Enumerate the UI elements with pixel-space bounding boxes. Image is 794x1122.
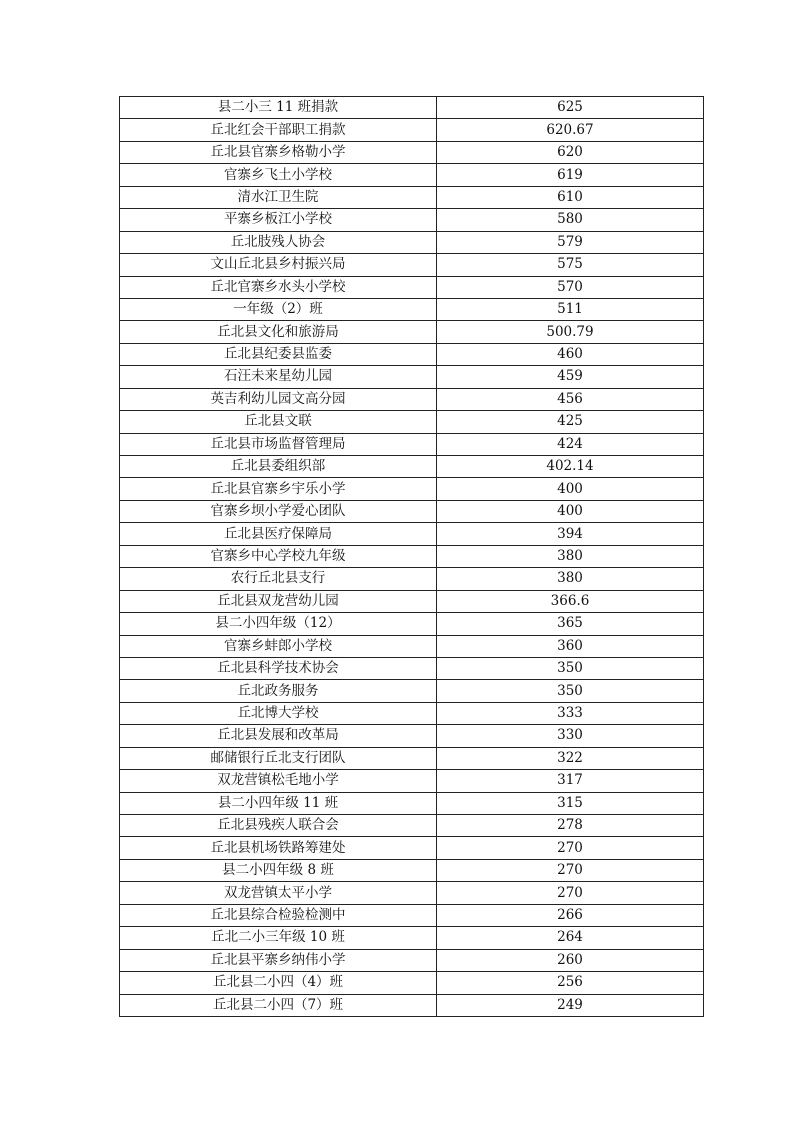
donation-amount-cell: 619 — [437, 164, 704, 186]
donor-name-cell: 丘北县平寨乡纳伟小学 — [120, 949, 437, 971]
table-row — [120, 725, 704, 747]
donor-name-cell: 丘北县市场监督管理局 — [120, 433, 437, 455]
table-row — [120, 972, 704, 994]
donor-name-cell: 丘北县二小四（7）班 — [120, 994, 437, 1016]
table-row — [120, 97, 704, 119]
donation-amount-cell: 380 — [437, 545, 704, 567]
donation-amount-cell: 400 — [437, 500, 704, 522]
donor-name-cell: 双龙营镇松毛地小学 — [120, 770, 437, 792]
donation-amount-cell: 330 — [437, 725, 704, 747]
donation-amount-cell: 460 — [437, 343, 704, 365]
table-row — [120, 388, 704, 410]
donation-amount-cell: 511 — [437, 298, 704, 320]
donation-amount-cell: 459 — [437, 366, 704, 388]
donor-name-cell: 英吉利幼儿园文高分园 — [120, 388, 437, 410]
donation-table — [119, 96, 704, 1017]
donation-amount-cell: 315 — [437, 792, 704, 814]
donation-amount-cell: 260 — [437, 949, 704, 971]
donor-name-cell: 县二小四年级 11 班 — [120, 792, 437, 814]
table-row — [120, 702, 704, 724]
table-row — [120, 343, 704, 365]
donation-amount-cell: 579 — [437, 231, 704, 253]
table-row — [120, 927, 704, 949]
table-row — [120, 231, 704, 253]
donor-name-cell: 丘北县委组织部 — [120, 456, 437, 478]
donation-amount-cell: 365 — [437, 613, 704, 635]
donor-name-cell: 丘北县文化和旅游局 — [120, 321, 437, 343]
donation-amount-cell: 333 — [437, 702, 704, 724]
table-row — [120, 164, 704, 186]
table-row — [120, 657, 704, 679]
donor-name-cell: 官寨乡蚌郎小学校 — [120, 635, 437, 657]
donation-amount-cell: 256 — [437, 972, 704, 994]
donor-name-cell: 丘北县机场铁路筹建处 — [120, 837, 437, 859]
donor-name-cell: 县二小四年级（12） — [120, 613, 437, 635]
donation-amount-cell: 366.6 — [437, 590, 704, 612]
table-row — [120, 635, 704, 657]
table-row — [120, 276, 704, 298]
table-row — [120, 298, 704, 320]
donor-name-cell: 丘北县双龙营幼儿园 — [120, 590, 437, 612]
donation-amount-cell: 424 — [437, 433, 704, 455]
table-row — [120, 815, 704, 837]
donor-name-cell: 双龙营镇太平小学 — [120, 882, 437, 904]
donation-amount-cell: 580 — [437, 209, 704, 231]
donor-name-cell: 农行丘北县支行 — [120, 568, 437, 590]
donation-table-body — [120, 97, 704, 1017]
table-row — [120, 949, 704, 971]
donor-name-cell: 丘北博大学校 — [120, 702, 437, 724]
donor-name-cell: 丘北县纪委县监委 — [120, 343, 437, 365]
donor-name-cell: 丘北县综合检验检测中 — [120, 904, 437, 926]
donor-name-cell: 文山丘北县乡村振兴局 — [120, 254, 437, 276]
donation-amount-cell: 620.67 — [437, 119, 704, 141]
donor-name-cell: 丘北县医疗保障局 — [120, 523, 437, 545]
donation-amount-cell: 402.14 — [437, 456, 704, 478]
table-row — [120, 568, 704, 590]
table-row — [120, 882, 704, 904]
donor-name-cell: 丘北县文联 — [120, 411, 437, 433]
table-row — [120, 209, 704, 231]
donor-name-cell: 丘北政务服务 — [120, 680, 437, 702]
donation-amount-cell: 317 — [437, 770, 704, 792]
table-row — [120, 500, 704, 522]
donation-amount-cell: 620 — [437, 141, 704, 163]
table-row — [120, 478, 704, 500]
table-row — [120, 613, 704, 635]
donation-amount-cell: 264 — [437, 927, 704, 949]
table-row — [120, 411, 704, 433]
donation-amount-cell: 610 — [437, 186, 704, 208]
donor-name-cell: 官寨乡飞土小学校 — [120, 164, 437, 186]
donation-amount-cell: 625 — [437, 97, 704, 119]
table-row — [120, 119, 704, 141]
donation-amount-cell: 266 — [437, 904, 704, 926]
donor-name-cell: 丘北县二小四（4）班 — [120, 972, 437, 994]
donor-name-cell: 平寨乡板江小学校 — [120, 209, 437, 231]
donor-name-cell: 丘北县发展和改革局 — [120, 725, 437, 747]
donor-name-cell: 石汪未来星幼儿园 — [120, 366, 437, 388]
table-row — [120, 770, 704, 792]
donation-amount-cell: 270 — [437, 882, 704, 904]
table-row — [120, 254, 704, 276]
donation-amount-cell: 360 — [437, 635, 704, 657]
donation-amount-cell: 570 — [437, 276, 704, 298]
donor-name-cell: 一年级（2）班 — [120, 298, 437, 320]
donation-amount-cell: 500.79 — [437, 321, 704, 343]
donor-name-cell: 官寨乡中心学校九年级 — [120, 545, 437, 567]
table-row — [120, 433, 704, 455]
donation-amount-cell: 350 — [437, 680, 704, 702]
donor-name-cell: 丘北红会干部职工捐款 — [120, 119, 437, 141]
donor-name-cell: 邮储银行丘北支行团队 — [120, 747, 437, 769]
donor-name-cell: 丘北县残疾人联合会 — [120, 815, 437, 837]
table-row — [120, 456, 704, 478]
table-row — [120, 523, 704, 545]
table-row — [120, 680, 704, 702]
donation-amount-cell: 249 — [437, 994, 704, 1016]
donation-amount-cell: 425 — [437, 411, 704, 433]
table-row — [120, 141, 704, 163]
donation-amount-cell: 270 — [437, 859, 704, 881]
donation-amount-cell: 394 — [437, 523, 704, 545]
donation-amount-cell: 380 — [437, 568, 704, 590]
donor-name-cell: 官寨乡坝小学爱心团队 — [120, 500, 437, 522]
table-row — [120, 792, 704, 814]
donation-amount-cell: 322 — [437, 747, 704, 769]
table-row — [120, 904, 704, 926]
table-row — [120, 186, 704, 208]
donor-name-cell: 县二小三 11 班捐款 — [120, 97, 437, 119]
donation-amount-cell: 278 — [437, 815, 704, 837]
donor-name-cell: 丘北县科学技术协会 — [120, 657, 437, 679]
table-row — [120, 545, 704, 567]
table-row — [120, 994, 704, 1016]
donation-amount-cell: 350 — [437, 657, 704, 679]
table-row — [120, 747, 704, 769]
donor-name-cell: 丘北县官寨乡格勒小学 — [120, 141, 437, 163]
donation-amount-cell: 270 — [437, 837, 704, 859]
donor-name-cell: 清水江卫生院 — [120, 186, 437, 208]
donor-name-cell: 县二小四年级 8 班 — [120, 859, 437, 881]
donation-amount-cell: 400 — [437, 478, 704, 500]
table-row — [120, 837, 704, 859]
table-row — [120, 366, 704, 388]
table-row — [120, 859, 704, 881]
donor-name-cell: 丘北肢残人协会 — [120, 231, 437, 253]
donation-amount-cell: 456 — [437, 388, 704, 410]
donation-amount-cell: 575 — [437, 254, 704, 276]
table-row — [120, 590, 704, 612]
donor-name-cell: 丘北二小三年级 10 班 — [120, 927, 437, 949]
donor-name-cell: 丘北官寨乡水头小学校 — [120, 276, 437, 298]
table-row — [120, 321, 704, 343]
donor-name-cell: 丘北县官寨乡宇乐小学 — [120, 478, 437, 500]
